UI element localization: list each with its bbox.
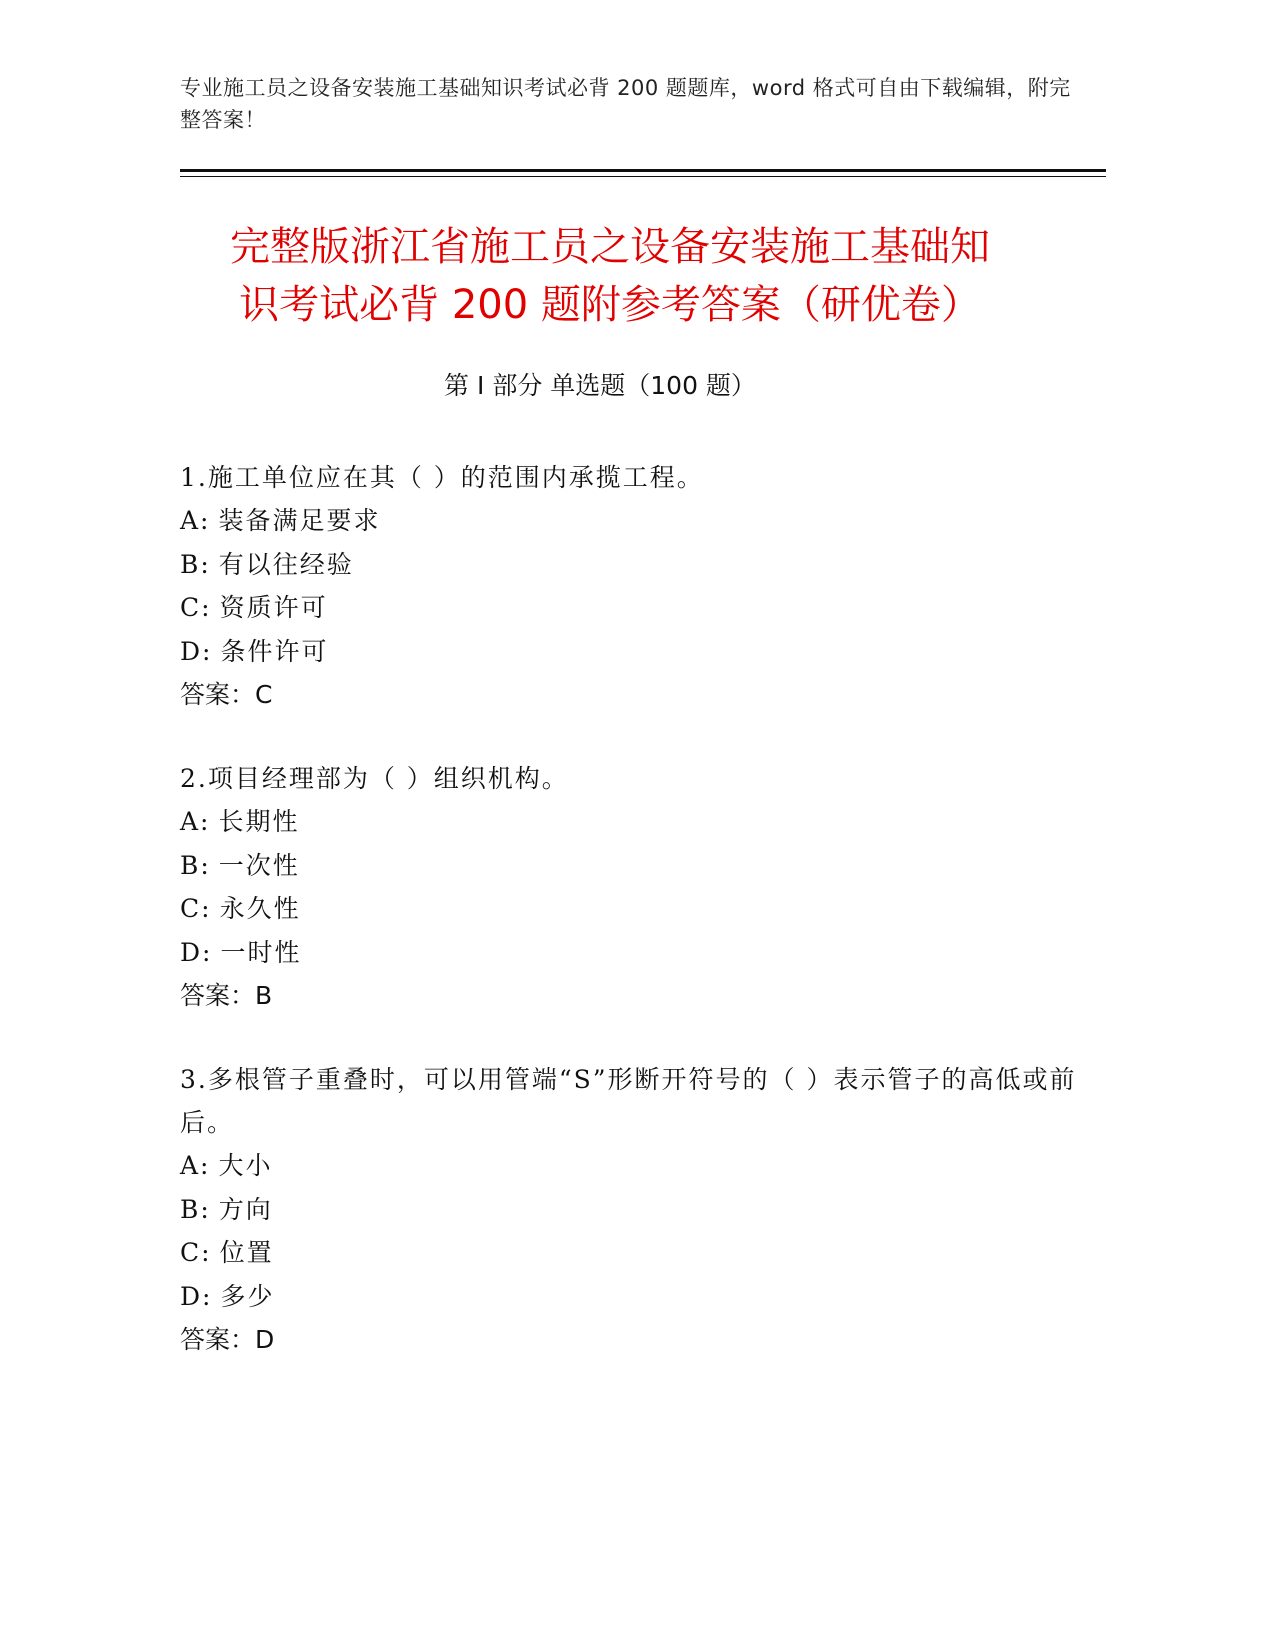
option-letter: B: (180, 1194, 211, 1224)
question-stem: 1.施工单位应在其（ ）的范围内承揽工程。 (180, 463, 704, 492)
option-text: 一次性 (218, 850, 300, 880)
option-letter: A: (180, 506, 211, 535)
question-stem: 2.项目经理部为（ ）组织机构。 (180, 764, 569, 793)
option-letter: A: (180, 807, 211, 836)
option-letter: D: (180, 1281, 213, 1311)
option-text: 方向 (218, 1194, 273, 1224)
header-divider-thin (180, 176, 1106, 177)
option-c (180, 887, 1080, 931)
option-d (180, 1275, 1080, 1319)
option-letter: B: (180, 549, 211, 579)
option-text: 装备满足要求 (218, 506, 381, 535)
option-a (180, 800, 1080, 844)
option-text: 永久性 (219, 894, 301, 923)
option-a (180, 499, 1080, 543)
document-title-line-2: 识考试必背 200 题附参考答案（研优卷） (239, 282, 981, 328)
option-text: 大小 (218, 1151, 273, 1180)
document-header-note: 专业施工员之设备安装施工基础知识考试必背 200 题题库，word 格式可自由下载编辑，附完整答案！ (180, 76, 1071, 132)
option-text: 一时性 (220, 937, 302, 967)
option-letter: B: (180, 850, 211, 880)
document-title-line-1: 完整版浙江省施工员之设备安装施工基础知 (230, 224, 990, 270)
answer-line: 答案：D (180, 1325, 275, 1354)
option-b (180, 543, 1080, 587)
question-2 (180, 757, 1080, 1018)
option-letter: C: (180, 1238, 212, 1267)
option-letter: C: (180, 894, 212, 923)
answer-line: 答案：C (180, 680, 273, 709)
option-text: 长期性 (218, 807, 300, 836)
question-3 (180, 1058, 1080, 1362)
option-c (180, 1231, 1080, 1275)
question-1 (180, 456, 1080, 717)
option-b (180, 1188, 1080, 1232)
question-stem: 3.多根管子重叠时，可以用管端“S”形断开符号的（ ）表示管子的高低或前后。 (180, 1065, 1077, 1137)
option-text: 条件许可 (220, 636, 329, 666)
document-title (150, 218, 1070, 334)
option-letter: A: (180, 1151, 211, 1180)
option-letter: D: (180, 937, 213, 967)
option-d (180, 630, 1080, 674)
question-list (180, 456, 1080, 1402)
option-b (180, 844, 1080, 888)
option-text: 资质许可 (219, 593, 328, 622)
section-title: 第 I 部分 单选题（100 题） (444, 371, 756, 400)
option-letter: C: (180, 593, 212, 622)
option-d (180, 931, 1080, 975)
option-letter: D: (180, 636, 213, 666)
option-c (180, 586, 1080, 630)
option-text: 多少 (220, 1281, 275, 1311)
header-divider-thick (180, 169, 1106, 172)
option-text: 有以往经验 (218, 549, 354, 579)
option-a (180, 1144, 1080, 1188)
answer-line: 答案：B (180, 981, 273, 1010)
option-text: 位置 (219, 1238, 274, 1267)
